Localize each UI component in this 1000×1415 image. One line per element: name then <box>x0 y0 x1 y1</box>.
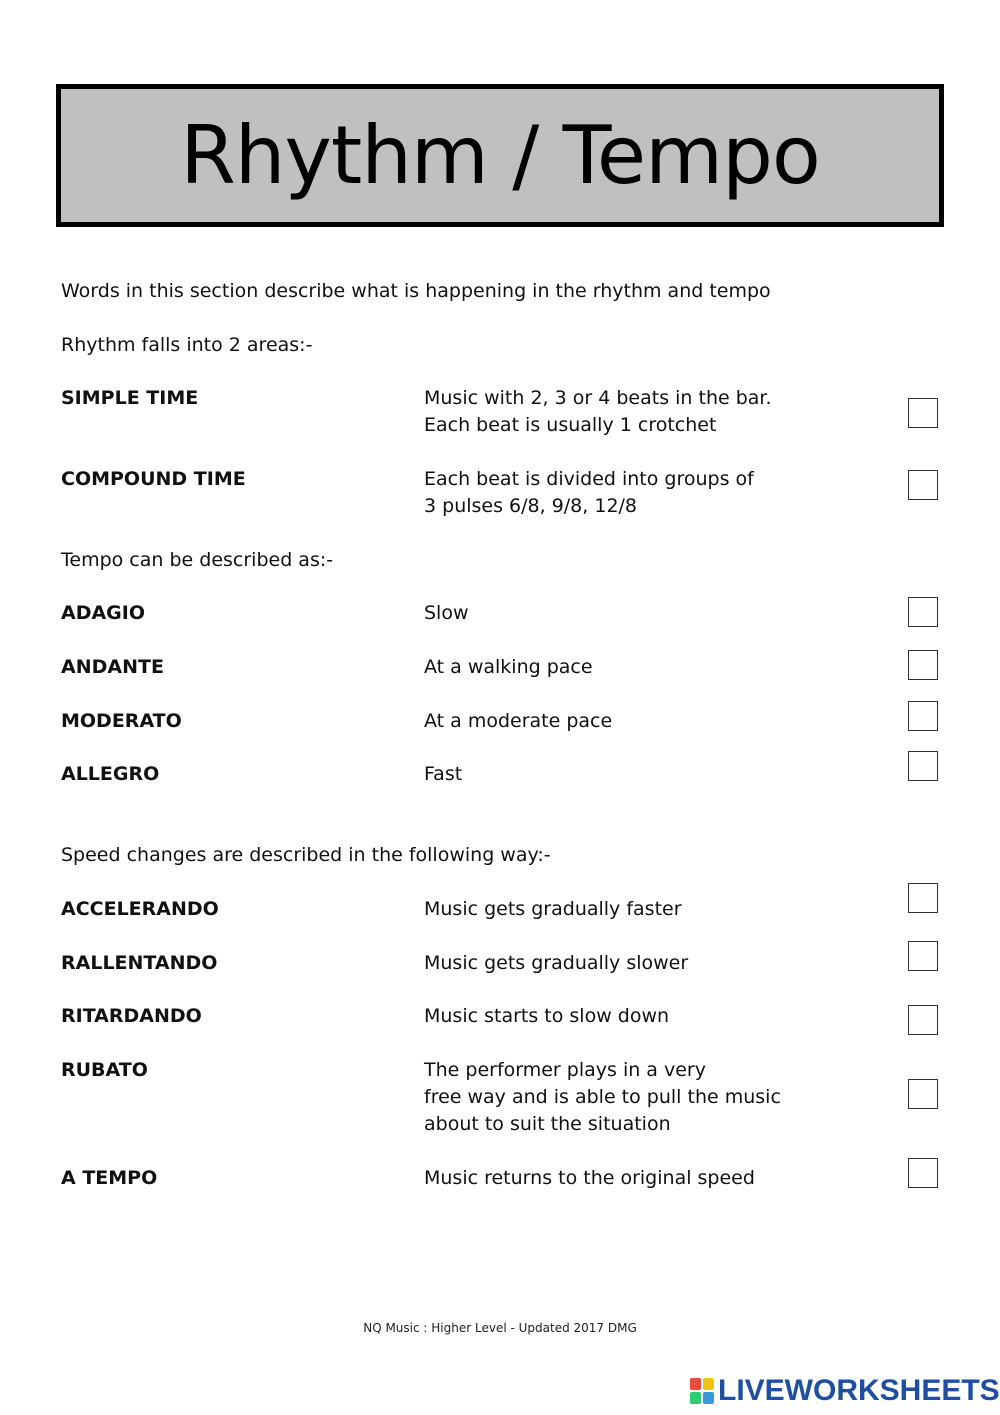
checkbox-a-tempo[interactable] <box>908 1158 938 1188</box>
term-moderato: MODERATO <box>61 710 182 732</box>
speed-heading: Speed changes are described in the following way:- <box>61 844 551 866</box>
title-banner <box>56 84 944 227</box>
definition-rubato: The performer plays in a very free way and is able to pull the music about to suit the situation <box>424 1059 781 1135</box>
term-a-tempo: A TEMPO <box>61 1167 158 1189</box>
checkbox-simple-time[interactable] <box>908 398 938 428</box>
term-accelerando: ACCELERANDO <box>61 898 219 920</box>
checkbox-compound-time[interactable] <box>908 470 938 500</box>
rhythm-heading: Rhythm falls into 2 areas:- <box>61 334 313 356</box>
definition-moderato: At a moderate pace <box>424 710 613 732</box>
term-allegro: ALLEGRO <box>61 763 160 785</box>
checkbox-allegro[interactable] <box>908 751 938 781</box>
definition-simple-time: Music with 2, 3 or 4 beats in the bar. Each beat is usually 1 crotchet <box>424 387 772 436</box>
checkbox-moderato[interactable] <box>908 701 938 731</box>
term-rubato: RUBATO <box>61 1059 148 1081</box>
term-rallentando: RALLENTANDO <box>61 952 218 974</box>
term-compound-time: COMPOUND TIME <box>61 468 246 490</box>
definition-andante: At a walking pace <box>424 656 593 678</box>
definition-compound-time: Each beat is divided into groups of 3 pulses 6/8, 9/8, 12/8 <box>424 468 754 517</box>
checkbox-andante[interactable] <box>908 650 938 680</box>
checkbox-rallentando[interactable] <box>908 941 938 971</box>
definition-adagio: Slow <box>424 602 469 624</box>
checkbox-rubato[interactable] <box>908 1079 938 1109</box>
liveworksheets-logo-icon <box>690 1378 714 1404</box>
definition-a-tempo: Music returns to the original speed <box>424 1167 755 1189</box>
checkbox-accelerando[interactable] <box>908 883 938 913</box>
term-adagio: ADAGIO <box>61 602 145 624</box>
definition-rallentando: Music gets gradually slower <box>424 952 689 974</box>
intro-text: Words in this section describe what is happening in the rhythm and tempo <box>61 280 771 302</box>
definition-allegro: Fast <box>424 763 463 785</box>
checkbox-ritardando[interactable] <box>908 1005 938 1035</box>
tempo-heading: Tempo can be described as:- <box>61 549 334 571</box>
term-andante: ANDANTE <box>61 656 164 678</box>
term-simple-time: SIMPLE TIME <box>61 387 199 409</box>
brand-logo[interactable] <box>690 1374 1000 1408</box>
brand-name: LIVEWORKSHEETS <box>718 1374 1000 1407</box>
footer-text: NQ Music : Higher Level - Updated 2017 DMG <box>363 1321 637 1335</box>
term-ritardando: RITARDANDO <box>61 1005 202 1027</box>
checkbox-adagio[interactable] <box>908 597 938 627</box>
page-title: Rhythm / Tempo <box>180 109 820 202</box>
definition-ritardando: Music starts to slow down <box>424 1005 670 1027</box>
definition-accelerando: Music gets gradually faster <box>424 898 682 920</box>
